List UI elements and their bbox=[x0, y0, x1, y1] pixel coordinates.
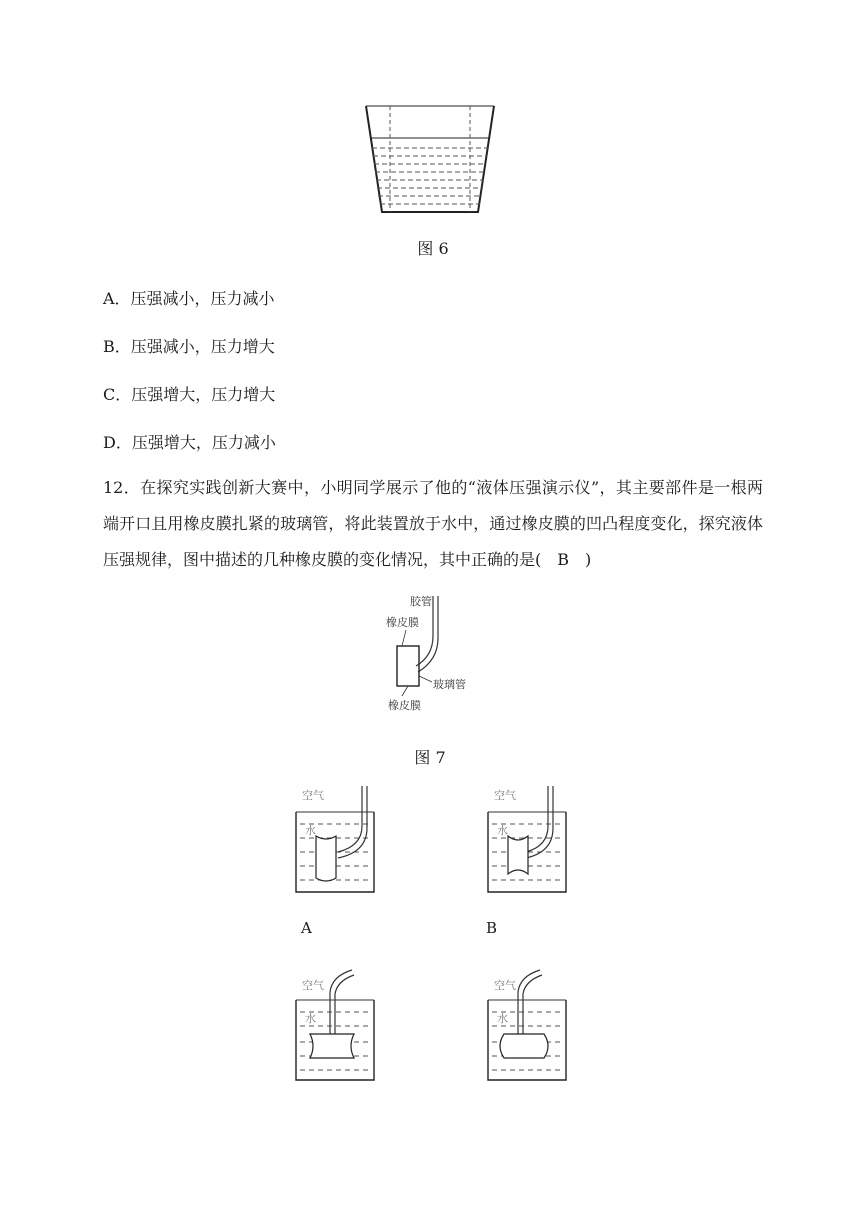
water-label: 水 bbox=[305, 824, 316, 837]
option-b: B．压强减小，压力增大 bbox=[103, 337, 275, 356]
hose-label: 胶管 bbox=[410, 595, 432, 608]
membrane-top-label: 橡皮膜 bbox=[386, 616, 419, 629]
air-label: 空气 bbox=[494, 789, 516, 802]
panel-a-label: A bbox=[301, 919, 312, 937]
water-label: 水 bbox=[305, 1012, 316, 1025]
figure6-diagram bbox=[360, 100, 500, 218]
air-label: 空气 bbox=[494, 979, 516, 992]
glass-tube-label: 玻璃管 bbox=[433, 678, 466, 691]
figure7-apparatus bbox=[380, 588, 490, 718]
question-12-text: 12．在探究实践创新大赛中，小明同学展示了他的“液体压强演示仪”，其主要部件是一根两端开口且用橡皮膜扎紧的玻璃管，将此装置放于水中，通过橡皮膜的凹凸程度变化，探究液体压强规律，图中描述的几种橡皮膜的变化情况，其中正确的是( B ) bbox=[103, 478, 763, 569]
figure7-caption: 图 7 bbox=[414, 748, 446, 767]
panel-d-diagram bbox=[482, 964, 572, 1086]
option-d: D．压强增大，压力减小 bbox=[103, 433, 276, 452]
option-c: C．压强增大，压力增大 bbox=[103, 385, 276, 404]
water-label: 水 bbox=[497, 824, 508, 837]
air-label: 空气 bbox=[302, 789, 324, 802]
panel-b-label: B bbox=[486, 919, 498, 937]
figure6-caption: 图 6 bbox=[417, 239, 449, 258]
membrane-bottom-label: 橡皮膜 bbox=[388, 699, 421, 712]
air-label: 空气 bbox=[302, 979, 324, 992]
panel-b-diagram bbox=[482, 782, 572, 898]
water-label: 水 bbox=[497, 1012, 508, 1025]
panel-c-diagram bbox=[290, 964, 380, 1086]
panel-a-diagram bbox=[290, 782, 380, 898]
option-a: A．压强减小，压力减小 bbox=[103, 289, 275, 308]
